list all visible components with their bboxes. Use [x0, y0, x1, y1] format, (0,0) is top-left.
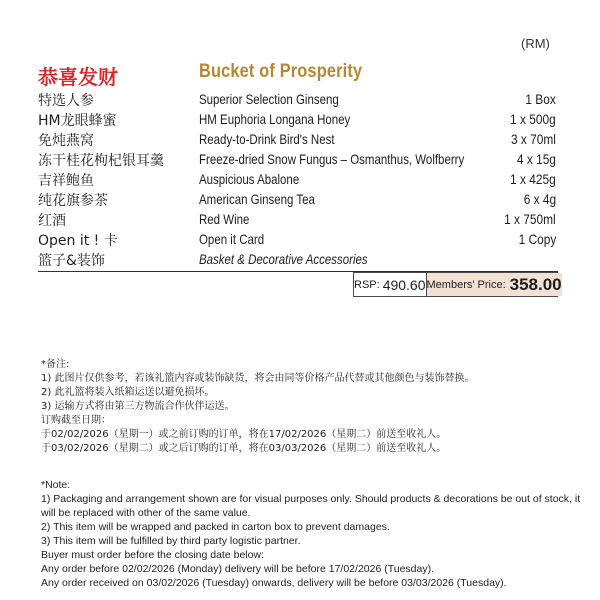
notes-section	[41, 358, 581, 590]
item-name-en: HM Euphoria Longana Honey	[199, 111, 351, 127]
item-name-en: Freeze-dried Snow Fungus – Osmanthus, Wolfberry	[199, 151, 465, 167]
note-line-en: 1) Packaging and arrangement shown are for visual purposes only. Should products & decorations be out of stock, it	[41, 493, 581, 505]
item-name-en: American Ginseng Tea	[199, 191, 315, 207]
item-name-en: Superior Selection Ginseng	[199, 91, 339, 107]
product-title-cn: 恭喜发财	[38, 65, 118, 89]
price-box	[353, 272, 562, 297]
rsp-label: RSP:	[354, 278, 380, 291]
item-name-cn: 冻干桂花枸杞银耳羹	[38, 153, 164, 169]
item-name-cn: HM龙眼蜂蜜	[38, 113, 117, 129]
note-line-en: Buyer must order before the closing date below:	[41, 549, 264, 561]
note-line-cn: 于03/02/2026（星期二）或之后订购的订单，将在03/03/2026（星期二）前送至收礼人。	[41, 443, 447, 454]
note-line-en: 2) This item will be wrapped and packed in carton box to prevent damages.	[41, 521, 390, 533]
rsp-value: 490.60	[382, 276, 426, 293]
product-title-en: Bucket of Prosperity	[199, 61, 363, 82]
note-heading-cn: *备注:	[41, 359, 70, 370]
item-name-cn: 纯花旗参茶	[38, 193, 108, 209]
note-line-cn: 2) 此礼篮将装入纸箱运送以避免损坏。	[41, 387, 215, 398]
item-quantity: 3 x 70ml	[511, 131, 556, 147]
item-name-cn: 吉祥鲍鱼	[38, 173, 94, 189]
item-row	[38, 230, 558, 250]
item-name-cn: 免炖燕窝	[38, 133, 94, 149]
item-name-cn: 特选人参	[38, 93, 94, 109]
item-row	[38, 110, 558, 130]
rsp-price	[354, 273, 427, 296]
item-quantity: 4 x 15g	[516, 151, 556, 167]
item-row	[38, 130, 558, 150]
item-row	[38, 250, 558, 270]
item-quantity: 1 Box	[525, 91, 556, 107]
item-name-cn: 篮子&装饰	[38, 253, 105, 269]
note-line-cn: 订购截至日期：	[41, 415, 111, 426]
item-list	[38, 90, 558, 270]
item-quantity: 1 Copy	[518, 231, 556, 247]
item-name-cn: 红酒	[38, 213, 66, 229]
item-name-en: Basket & Decorative Accessories	[199, 251, 368, 267]
note-line-cn: 1) 此图片仅供参考，若该礼篮内容或装饰缺货，将会由同等价格产品代替或其他颜色与装饰替换。	[41, 373, 475, 384]
item-row	[38, 210, 558, 230]
note-line-en: will be replaced with other of the same value.	[41, 507, 251, 519]
item-quantity: 1 x 425g	[510, 171, 556, 187]
item-quantity: 1 x 750ml	[504, 211, 556, 227]
note-line-en: 3) This item will be fulfilled by third party logistic partner.	[41, 535, 301, 547]
item-name-cn: Open it ! 卡	[38, 233, 118, 249]
members-price-label: Members' Price:	[426, 278, 506, 291]
item-row	[38, 170, 558, 190]
item-name-en: Ready-to-Drink Bird's Nest	[199, 131, 335, 147]
note-line-cn: 于02/02/2026（星期一）或之前订购的订单，将在17/02/2026（星期二）前送至收礼人。	[41, 429, 447, 440]
note-line-en: Any order before 02/02/2026 (Monday) delivery will be before 17/02/2026 (Tuesday).	[41, 563, 435, 575]
item-row	[38, 90, 558, 110]
item-quantity: 6 x 4g	[523, 191, 556, 207]
members-price	[427, 273, 562, 296]
item-quantity: 1 x 500g	[510, 111, 556, 127]
item-name-en: Open it Card	[199, 231, 265, 247]
item-name-en: Auspicious Abalone	[199, 171, 300, 187]
note-line-cn: 3) 运输方式将由第三方物流合作伙伴运送。	[41, 401, 235, 412]
note-heading-en: *Note:	[41, 479, 71, 491]
item-row	[38, 190, 558, 210]
currency-label: (RM)	[521, 36, 550, 51]
members-price-value: 358.00	[509, 274, 562, 294]
note-line-en: Any order received on 03/02/2026 (Tuesday) onwards, delivery will be before 03/03/2026 (Tuesday).	[41, 577, 507, 589]
item-row	[38, 150, 558, 170]
item-name-en: Red Wine	[199, 211, 250, 227]
